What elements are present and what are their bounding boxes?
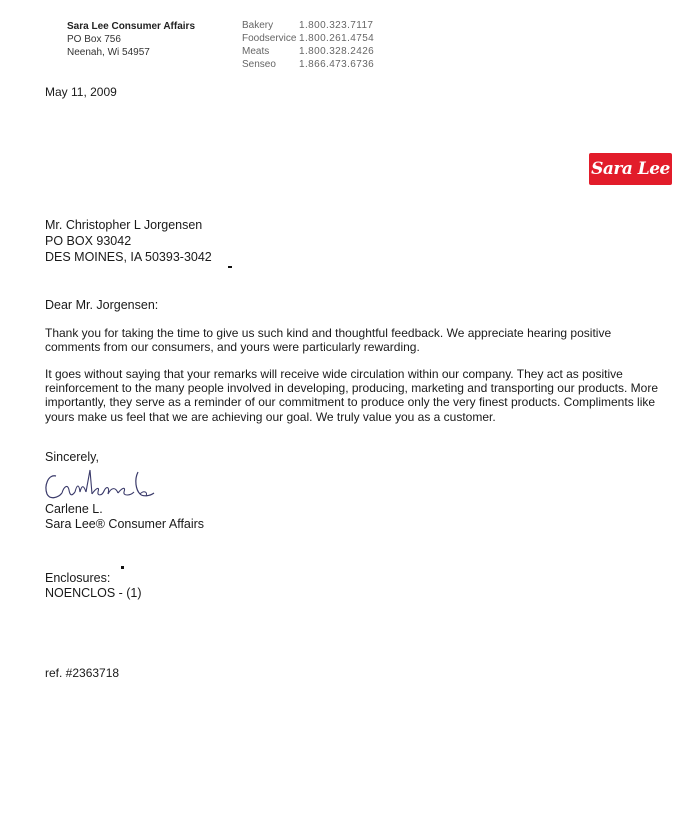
recipient-address-line: PO BOX 93042 xyxy=(45,234,132,248)
scan-speck xyxy=(228,266,232,268)
reference-number: ref. #2363718 xyxy=(45,666,120,680)
sender-address-line: Neenah, Wi 54957 xyxy=(67,47,150,58)
recipient-address xyxy=(45,217,212,265)
body-paragraph: Thank you for taking the time to give us such kind and thoughtful feedback. We appreciate hearing positive comments from our consumers, and yours were particularly rewarding. xyxy=(45,326,612,355)
phone-number: 1.800.328.2426 xyxy=(299,46,375,57)
signer-name: Carlene L. xyxy=(45,502,103,516)
phone-dept: Meats xyxy=(242,46,270,57)
letter-date: May 11, 2009 xyxy=(45,85,117,99)
body-paragraph: It goes without saying that your remarks will receive wide circulation within our company. They act as positive reinforcement to the many people involved in developing, producing, marketing and transporting our products. More importantly, they serve as a reminder of our commitment to produce only the very finest products. Compliments like yours make us feel that we are achieving our goal. We truly value you as a customer. xyxy=(45,367,659,424)
phone-number: 1.800.261.4754 xyxy=(299,33,375,44)
closing: Sincerely, xyxy=(45,450,99,464)
enclosures-value: NOENCLOS - (1) xyxy=(45,586,142,600)
sara-lee-logo xyxy=(589,153,672,185)
handwritten-signature xyxy=(42,466,162,504)
recipient-address-line: DES MOINES, IA 50393-3042 xyxy=(45,250,212,264)
enclosures-block xyxy=(45,571,142,601)
phone-entry xyxy=(242,19,374,32)
signer-block xyxy=(45,502,204,532)
phone-directory xyxy=(242,19,374,71)
phone-entry xyxy=(242,45,374,58)
sender-address xyxy=(67,20,195,59)
phone-number: 1.866.473.6736 xyxy=(299,59,375,70)
company-name: Sara Lee Consumer Affairs xyxy=(67,21,196,32)
enclosures-label: Enclosures: xyxy=(45,571,111,585)
signer-title: Sara Lee® Consumer Affairs xyxy=(45,517,205,531)
phone-dept: Foodservice xyxy=(242,33,297,44)
scan-speck xyxy=(121,566,124,569)
phone-dept: Senseo xyxy=(242,59,276,70)
sender-address-line: PO Box 756 xyxy=(67,34,121,45)
salutation: Dear Mr. Jorgensen: xyxy=(45,298,159,312)
phone-number: 1.800.323.7117 xyxy=(299,20,374,31)
phone-dept: Bakery xyxy=(242,20,274,31)
phone-entry xyxy=(242,58,374,71)
logo-wordmark: Sara Lee xyxy=(591,159,670,179)
phone-entry xyxy=(242,32,374,45)
recipient-name: Mr. Christopher L Jorgensen xyxy=(45,218,203,232)
